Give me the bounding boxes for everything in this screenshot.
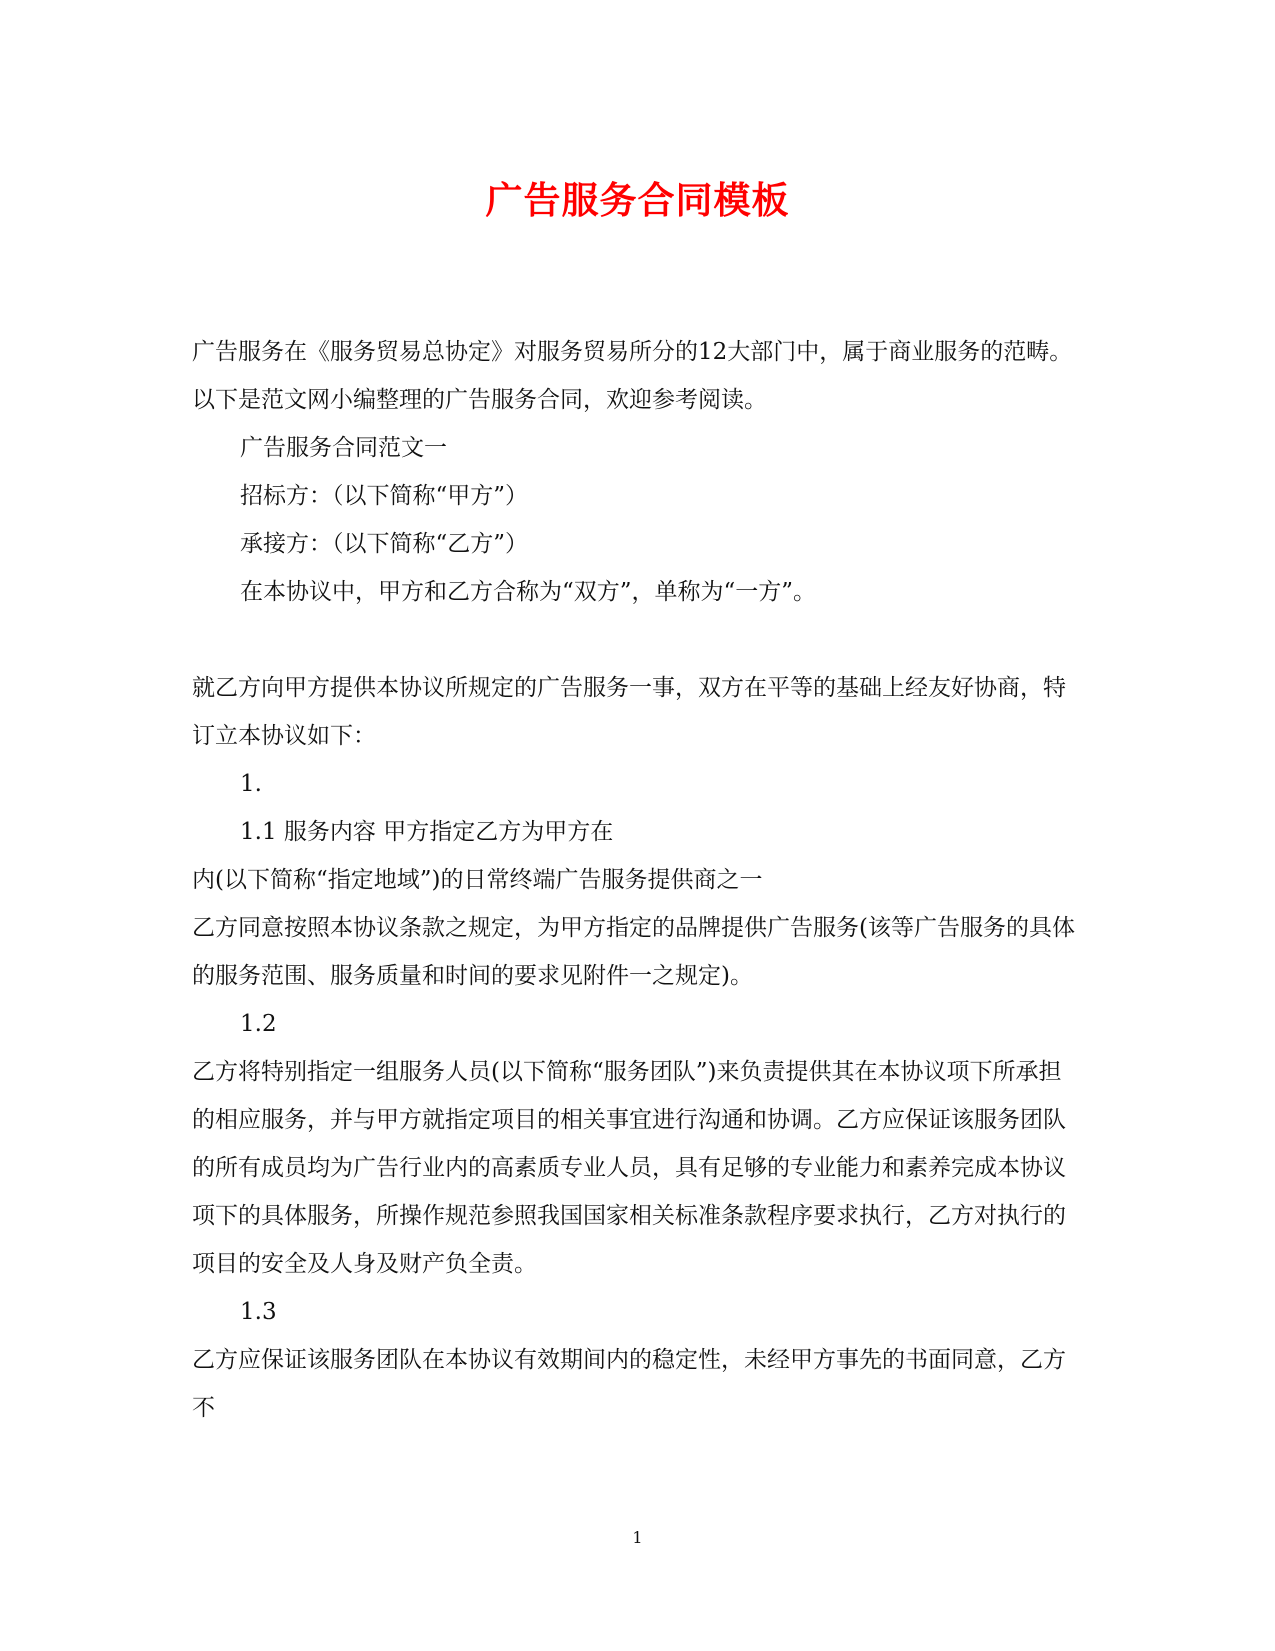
paragraph: 乙方将特别指定一组服务人员(以下简称“服务团队”)来负责提供其在本协议项下所承担的相应服务，并与甲方就指定项目的相关事宜进行沟通和协调。乙方应保证该服务团队的所有成员均为广告行业内的高素质专业人员，具有足够的专业能力和素养完成本协议项下的具体服务，所操作规范参照我国国家相关标准条款程序要求执行，乙方对执行的项目的安全及人身及财产负全责。 [192, 1059, 1066, 1277]
document-title: 广告服务合同模板 [485, 178, 790, 222]
paragraph: 承接方：（以下简称“乙方”） [240, 531, 529, 557]
paragraph: 广告服务合同范文一 [240, 435, 447, 461]
paragraph: 招标方：（以下简称“甲方”） [240, 483, 529, 509]
paragraph: 乙方同意按照本协议条款之规定，为甲方指定的品牌提供广告服务(该等广告服务的具体的服务范围、服务质量和时间的要求见附件一之规定)。 [192, 915, 1075, 989]
section-number: 1.3 [240, 1299, 277, 1325]
paragraph: 在本协议中，甲方和乙方合称为“双方”，单称为“一方”。 [240, 579, 817, 605]
paragraph: 就乙方向甲方提供本协议所规定的广告服务一事，双方在平等的基础上经友好协商，特订立本协议如下： [192, 675, 1066, 749]
paragraph: 1.1 服务内容 甲方指定乙方为甲方在 [240, 819, 614, 845]
document-body [192, 328, 1082, 1432]
blank-line [192, 616, 1082, 664]
paragraph: 乙方应保证该服务团队在本协议有效期间内的稳定性，未经甲方事先的书面同意，乙方不 [192, 1347, 1066, 1421]
paragraph: 广告服务在《服务贸易总协定》对服务贸易所分的12大部门中，属于商业服务的范畴。以下是范文网小编整理的广告服务合同，欢迎参考阅读。 [192, 339, 1073, 413]
section-number: 1. [240, 771, 262, 797]
page-number: 1 [632, 1528, 643, 1547]
paragraph: 内(以下简称“指定地域”)的日常终端广告服务提供商之一 [192, 867, 763, 893]
section-number: 1.2 [240, 1011, 277, 1037]
